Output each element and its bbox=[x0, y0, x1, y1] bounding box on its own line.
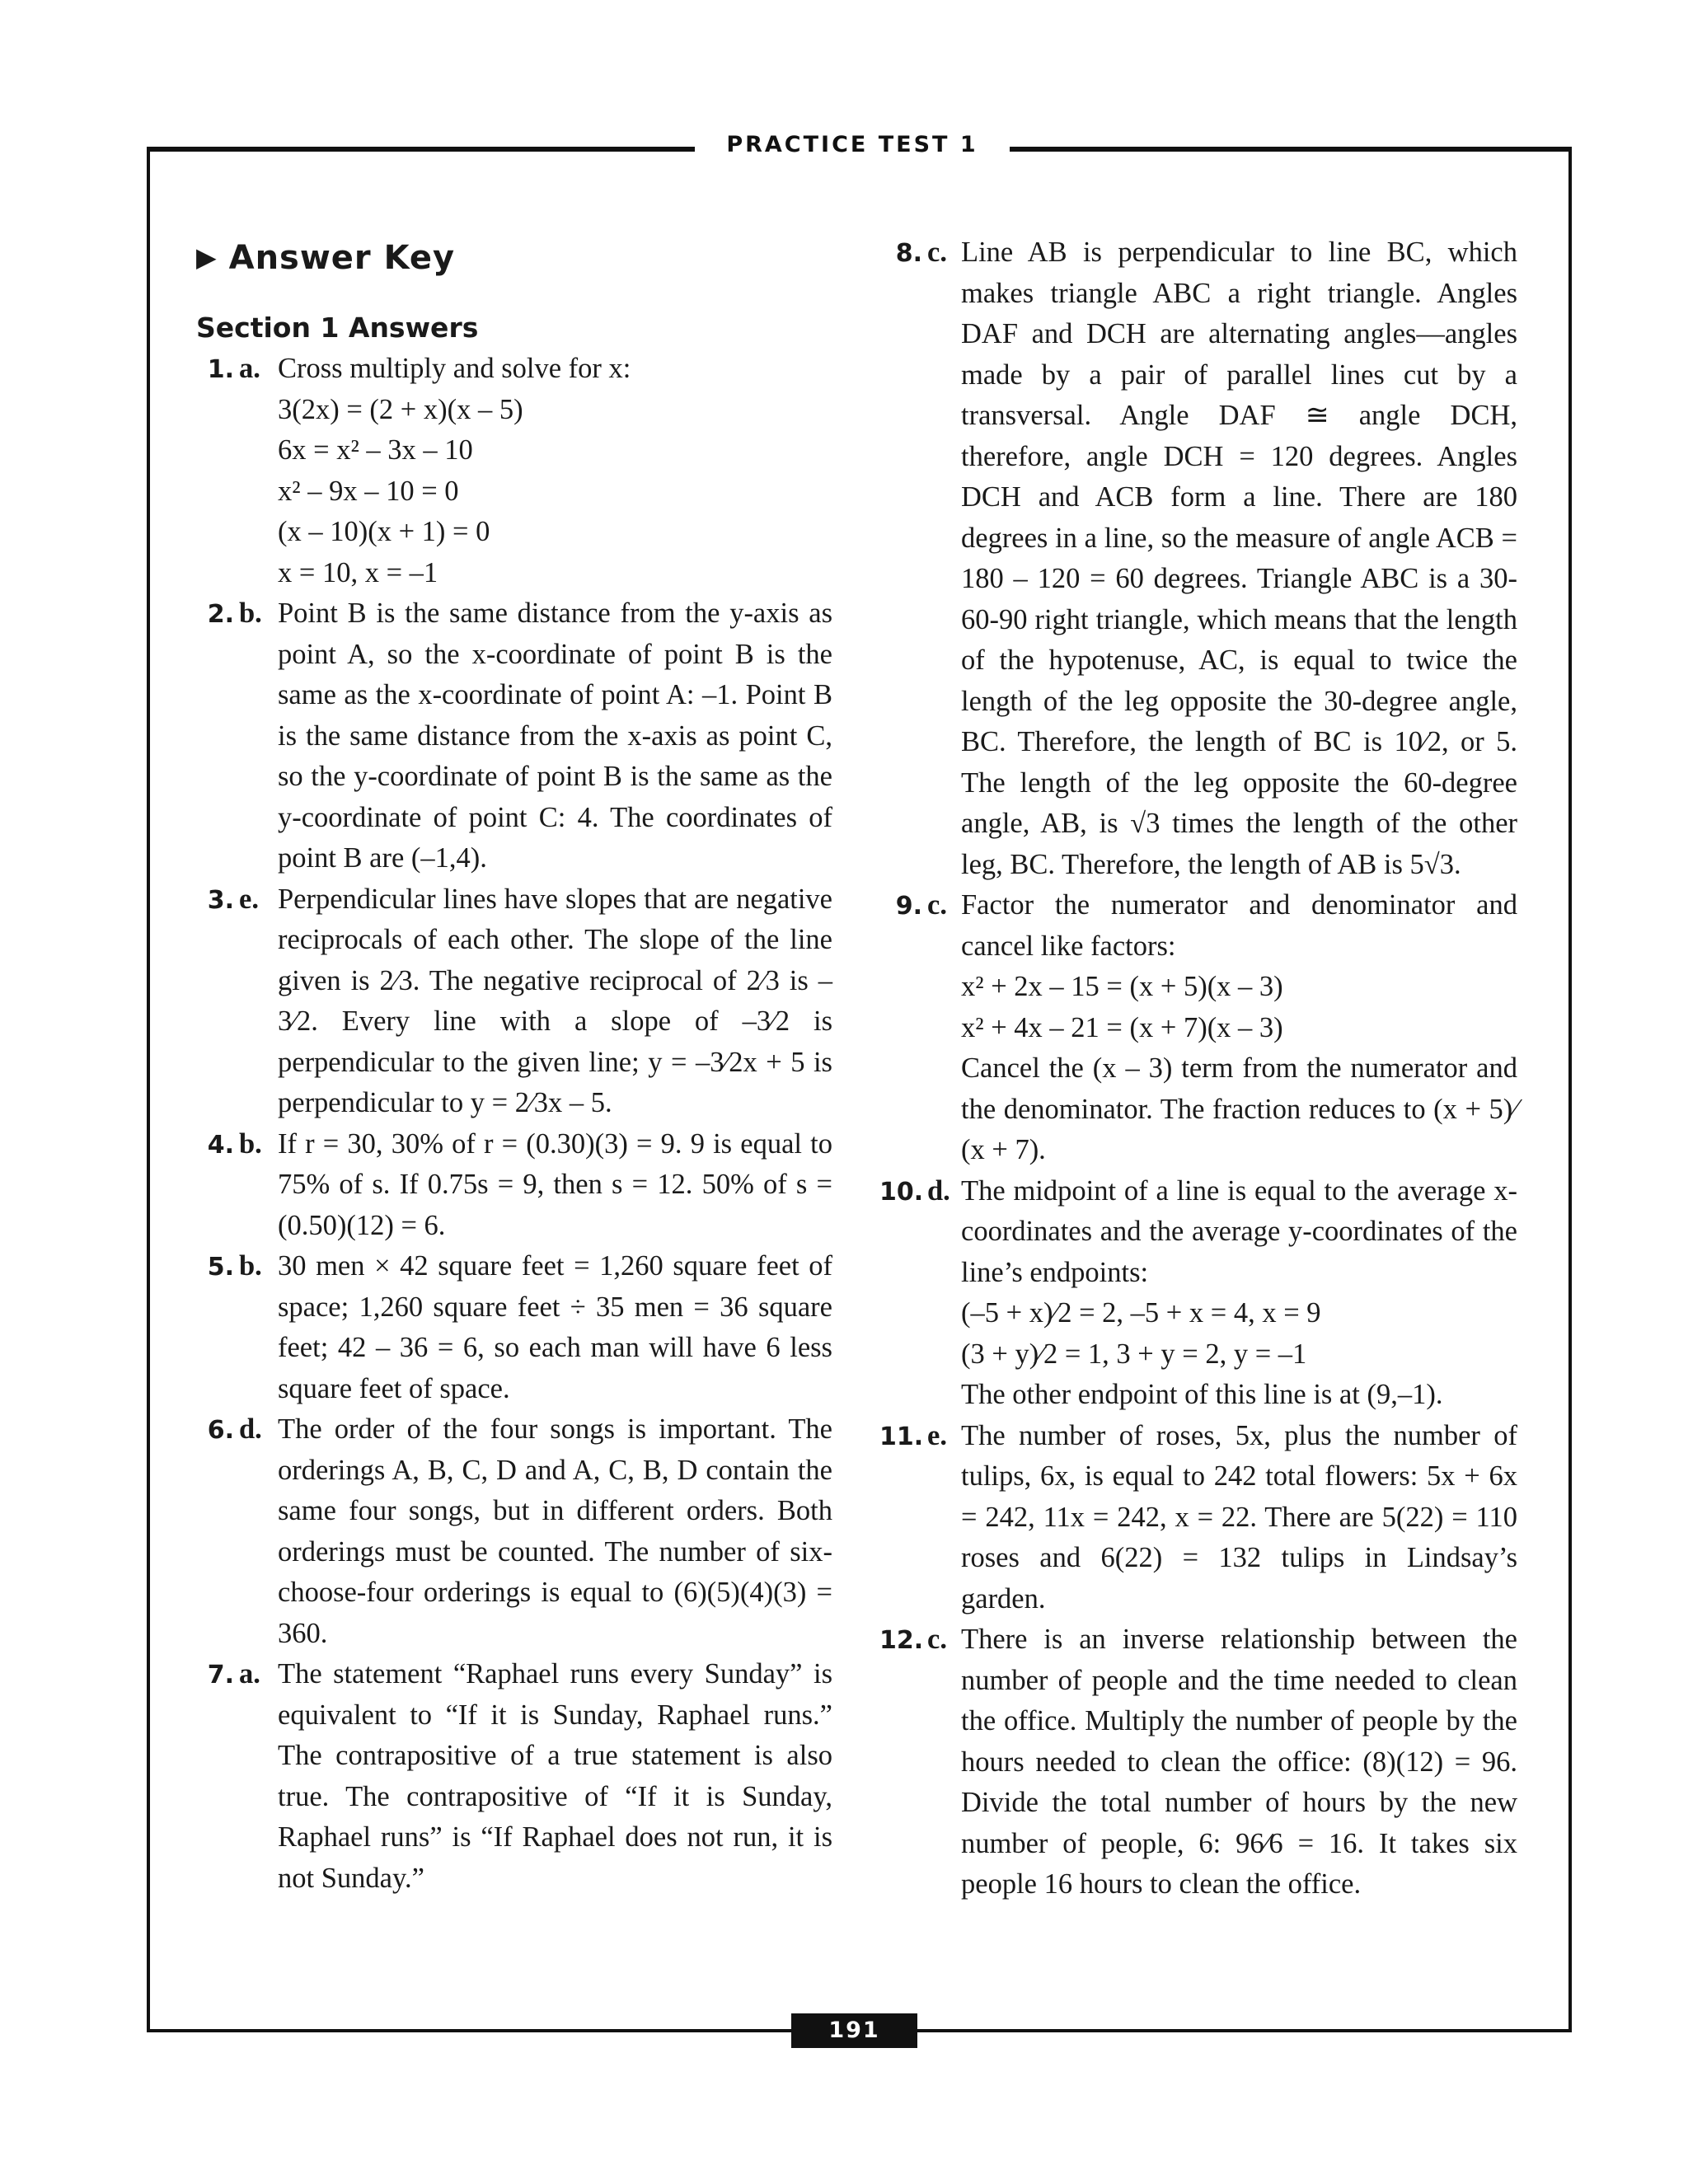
answer-item bbox=[879, 1619, 1517, 1905]
question-number: 8. bbox=[895, 239, 922, 268]
answer-item bbox=[879, 1171, 1517, 1416]
explanation-text: If r = 30, 30% of r = (0.30)(3) = 9. 9 is equal to 75% of s. If 0.75s = 9, then s = 12. 50% of s = (0.50)(12) = 6. bbox=[278, 1127, 832, 1241]
explanation-line: 3(2x) = (2 + x)(x – 5) bbox=[278, 393, 523, 425]
answer-explanation bbox=[278, 1246, 832, 1409]
explanation-line: (3 + y)⁄2 = 1, 3 + y = 2, y = –1 bbox=[961, 1338, 1307, 1370]
answer-letter: d. bbox=[239, 1413, 262, 1445]
answer-label bbox=[196, 1124, 278, 1247]
answer-explanation bbox=[278, 1409, 832, 1654]
answer-label bbox=[196, 1654, 278, 1899]
answer-explanation bbox=[961, 232, 1517, 885]
answer-item bbox=[879, 232, 1517, 885]
explanation-line: Factor the numerator and denominator and cancel like factors: bbox=[961, 889, 1517, 962]
answer-letter: c. bbox=[927, 889, 947, 921]
explanation-text: The order of the four songs is important. The orderings A, B, C, D and A, C, B, D contain the same four songs, but in different orders. Both orderings must be counted. The number of six-choose-four orderings is equal to (6)(5)(4)(3) = 360. bbox=[278, 1413, 832, 1649]
explanation-line: x² – 9x – 10 = 0 bbox=[278, 475, 459, 507]
explanation-line: (x – 10)(x + 1) = 0 bbox=[278, 516, 490, 547]
question-number: 5. bbox=[207, 1253, 234, 1282]
page-number: 191 bbox=[791, 2013, 917, 2048]
answer-label bbox=[196, 349, 278, 593]
answer-explanation bbox=[961, 1171, 1517, 1416]
answer-item bbox=[196, 1246, 832, 1409]
explanation-line: The other endpoint of this line is at (9,–1). bbox=[961, 1379, 1443, 1410]
question-number: 9. bbox=[895, 892, 922, 921]
triangle-marker-icon: ▶ bbox=[196, 241, 218, 273]
explanation-text: Line AB is perpendicular to line BC, which makes triangle ABC a right triangle. Angles DAF and DCH are alternating angles—angles made by a pair of parallel lines cut by a transversal. Angle DAF ≅ angle DCH, therefore, angle DCH = 120 degrees. Angles DCH and ACB form a line. There are 180 degrees in a line, so the measure of angle ACB = 180 – 120 = 60 degrees. Triangle ABC is a 30-60-90 right triangle, which means that the length of the hypotenuse, AC, is equal to twice the length of the leg opposite the 30-degree angle, BC. Therefore, the length of BC is 10⁄2, or 5. The length of the leg opposite the 60-degree angle, AB, is √3 times the length of the other leg, BC. Therefore, the length of AB is 5√3. bbox=[961, 237, 1517, 880]
answer-explanation bbox=[961, 1619, 1517, 1905]
explanation-line: x = 10, x = –1 bbox=[278, 556, 438, 588]
explanation-line: 6x = x² – 3x – 10 bbox=[278, 434, 473, 466]
answer-explanation bbox=[278, 879, 832, 1124]
answer-key-title-text: Answer Key bbox=[228, 239, 456, 277]
answer-letter: b. bbox=[239, 1250, 262, 1282]
explanation-text: 30 men × 42 square feet = 1,260 square feet of space; 1,260 square feet ÷ 35 men = 36 square feet; 42 – 36 = 6, so each man will have 6 less square feet of space. bbox=[278, 1250, 832, 1404]
question-number: 6. bbox=[207, 1416, 234, 1445]
answer-label bbox=[196, 593, 278, 879]
answer-label bbox=[879, 1416, 961, 1620]
answer-item bbox=[196, 593, 832, 879]
question-number: 7. bbox=[207, 1661, 234, 1690]
answer-letter: a. bbox=[239, 353, 260, 384]
answer-explanation bbox=[278, 1124, 832, 1247]
answer-label bbox=[879, 232, 961, 885]
answer-item bbox=[879, 885, 1517, 1171]
explanation-line: x² + 4x – 21 = (x + 7)(x – 3) bbox=[961, 1011, 1283, 1043]
explanation-text: There is an inverse relationship between the number of people and the time needed to clean the office. Multiply the number of people by the hours needed to clean the office: (8)(12) = 96. Divide the total number of hours by the new number of people, 6: 96⁄6 = 16. It takes six people 16 hours to clean the office. bbox=[961, 1624, 1517, 1900]
left-answer-list bbox=[196, 349, 832, 1899]
running-head: PRACTICE TEST 1 bbox=[726, 132, 978, 157]
answer-item bbox=[879, 1416, 1517, 1620]
explanation-line: Cross multiply and solve for x: bbox=[278, 353, 631, 384]
answer-letter: e. bbox=[239, 883, 259, 915]
explanation-text: The statement “Raphael runs every Sunday” is equivalent to “If it is Sunday, Raphael runs.” The contrapositive of a true statement is also true. The contrapositive of “If it is Sunday, Raphael runs” is “If Raphael does not run, it is not Sunday.” bbox=[278, 1658, 832, 1894]
left-column bbox=[196, 232, 832, 1899]
explanation-line: Cancel the (x – 3) term from the numerator and the denominator. The fraction reduces to (x + 5)⁄(x + 7). bbox=[961, 1052, 1517, 1165]
answer-explanation bbox=[961, 1416, 1517, 1620]
answer-letter: b. bbox=[239, 598, 262, 629]
answer-letter: d. bbox=[927, 1174, 950, 1207]
answer-explanation bbox=[278, 1654, 832, 1899]
answer-letter: c. bbox=[927, 1624, 947, 1655]
answer-label bbox=[196, 1409, 278, 1654]
answer-item bbox=[196, 1409, 832, 1654]
explanation-line: (–5 + x)⁄2 = 2, –5 + x = 4, x = 9 bbox=[961, 1297, 1321, 1329]
answer-item bbox=[196, 1654, 832, 1899]
question-number: 11. bbox=[879, 1422, 924, 1451]
answer-item bbox=[196, 879, 832, 1124]
answer-label bbox=[879, 885, 961, 1171]
question-number: 4. bbox=[207, 1130, 234, 1160]
answer-explanation bbox=[278, 349, 832, 593]
right-column bbox=[879, 232, 1517, 1905]
section-title: Section 1 Answers bbox=[196, 312, 479, 344]
right-answer-list bbox=[879, 232, 1517, 1905]
answer-item bbox=[196, 349, 832, 593]
answer-item bbox=[196, 1124, 832, 1247]
answer-explanation bbox=[961, 885, 1517, 1171]
answer-explanation bbox=[278, 593, 832, 879]
question-number: 1. bbox=[207, 355, 234, 384]
answer-letter: c. bbox=[927, 237, 947, 268]
answer-label bbox=[196, 879, 278, 1124]
explanation-line: The midpoint of a line is equal to the average x-coordinates and the average y-coordinates of the line’s endpoints: bbox=[961, 1174, 1517, 1288]
question-number: 3. bbox=[207, 885, 234, 915]
question-number: 10. bbox=[879, 1177, 924, 1207]
question-number: 12. bbox=[879, 1626, 924, 1655]
answer-label bbox=[879, 1619, 961, 1905]
explanation-line: x² + 2x – 15 = (x + 5)(x – 3) bbox=[961, 971, 1283, 1002]
explanation-text: Point B is the same distance from the y-axis as point A, so the x-coordinate of point B is the same as the x-coordinate of point A: –1. Point B is the same distance from the x-axis as point C, so the y-coordinate of point B is the same as the y-coordinate of point C: 4. The coordinates of point B are (–1,4). bbox=[278, 598, 832, 874]
answer-letter: e. bbox=[927, 1419, 947, 1451]
explanation-text: Perpendicular lines have slopes that are negative reciprocals of each other. The slope of the line given is 2⁄3. The negative reciprocal of 2⁄3 is –3⁄2. Every line with a slope of –3⁄2 is perpendicular to the given line; y = –3⁄2x + 5 is perpendicular to y = 2⁄3x – 5. bbox=[278, 883, 832, 1118]
answer-label bbox=[879, 1171, 961, 1416]
explanation-text: The number of roses, 5x, plus the number of tulips, 6x, is equal to 242 total flowers: 5x + 6x = 242, 11x = 242, x = 22. There are 5(22) = 110 roses and 6(22) = 132 tulips in Lindsay’s garden. bbox=[961, 1419, 1517, 1615]
question-number: 2. bbox=[207, 600, 234, 629]
answer-letter: b. bbox=[239, 1127, 262, 1160]
answer-letter: a. bbox=[239, 1658, 260, 1690]
answer-key-title bbox=[196, 232, 832, 283]
answer-label bbox=[196, 1246, 278, 1409]
